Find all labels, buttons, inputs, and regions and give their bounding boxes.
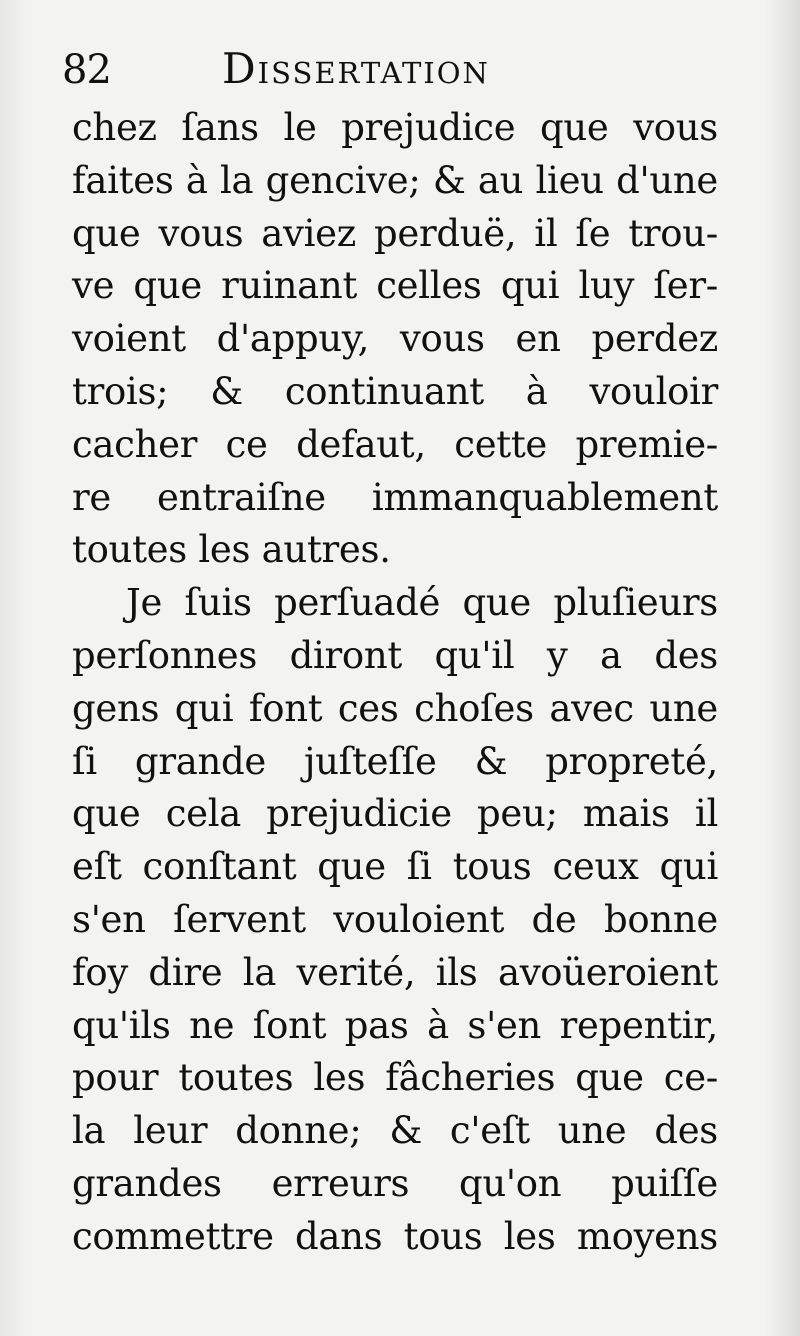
text-line: grandes erreurs qu'on puiſſe — [72, 1161, 718, 1205]
text-line: ve que ruinant celles qui luy ſer- — [72, 264, 718, 308]
paragraph-end-line: toutes les autres. — [72, 528, 391, 572]
text-line: pour toutes les fâcheries que ce- — [72, 1056, 718, 1100]
page-number: 82 — [62, 47, 111, 93]
text-line: trois; & continuant à vouloir — [72, 369, 718, 413]
text-line: faites à la gencive; & au lieu d'une — [72, 158, 718, 202]
text-line: que vous aviez perduë, il ſe trou- — [72, 211, 718, 255]
text-line: gens qui font ces choſes avec une — [72, 686, 718, 730]
text-line: perſonnes diront qu'il y a des — [72, 633, 718, 677]
body-text — [72, 102, 718, 1264]
text-line: ſi grande juſteſſe & propreté, — [72, 739, 718, 783]
text-line: la leur donne; & c'eſt une des — [72, 1109, 718, 1153]
paragraph-start-line: Je ſuis perſuadé que pluſieurs — [126, 581, 718, 625]
text-line: chez ſans le prejudice que vous — [72, 106, 718, 149]
text-line: re entraiſne immanquablement — [72, 475, 718, 519]
text-line: s'en ſervent vouloient de bonne — [72, 897, 718, 941]
text-line: qu'ils ne ſont pas à s'en repentir, — [72, 1003, 718, 1047]
text-line: cacher ce defaut, cette premie- — [72, 422, 718, 466]
text-line: voient d'appuy, vous en perdez — [72, 317, 718, 361]
page-edge-shadow — [764, 0, 800, 1336]
running-head — [62, 38, 702, 102]
page-gutter-shadow — [0, 0, 28, 1336]
running-title: Dissertation — [222, 44, 490, 93]
text-line: foy dire la verité, ils avoüeroient — [72, 950, 718, 994]
text-line: eſt conſtant que ſi tous ceux qui — [72, 845, 718, 889]
text-line: commettre dans tous les moyens — [72, 1214, 718, 1258]
text-line: que cela prejudicie peu; mais il — [72, 792, 718, 836]
